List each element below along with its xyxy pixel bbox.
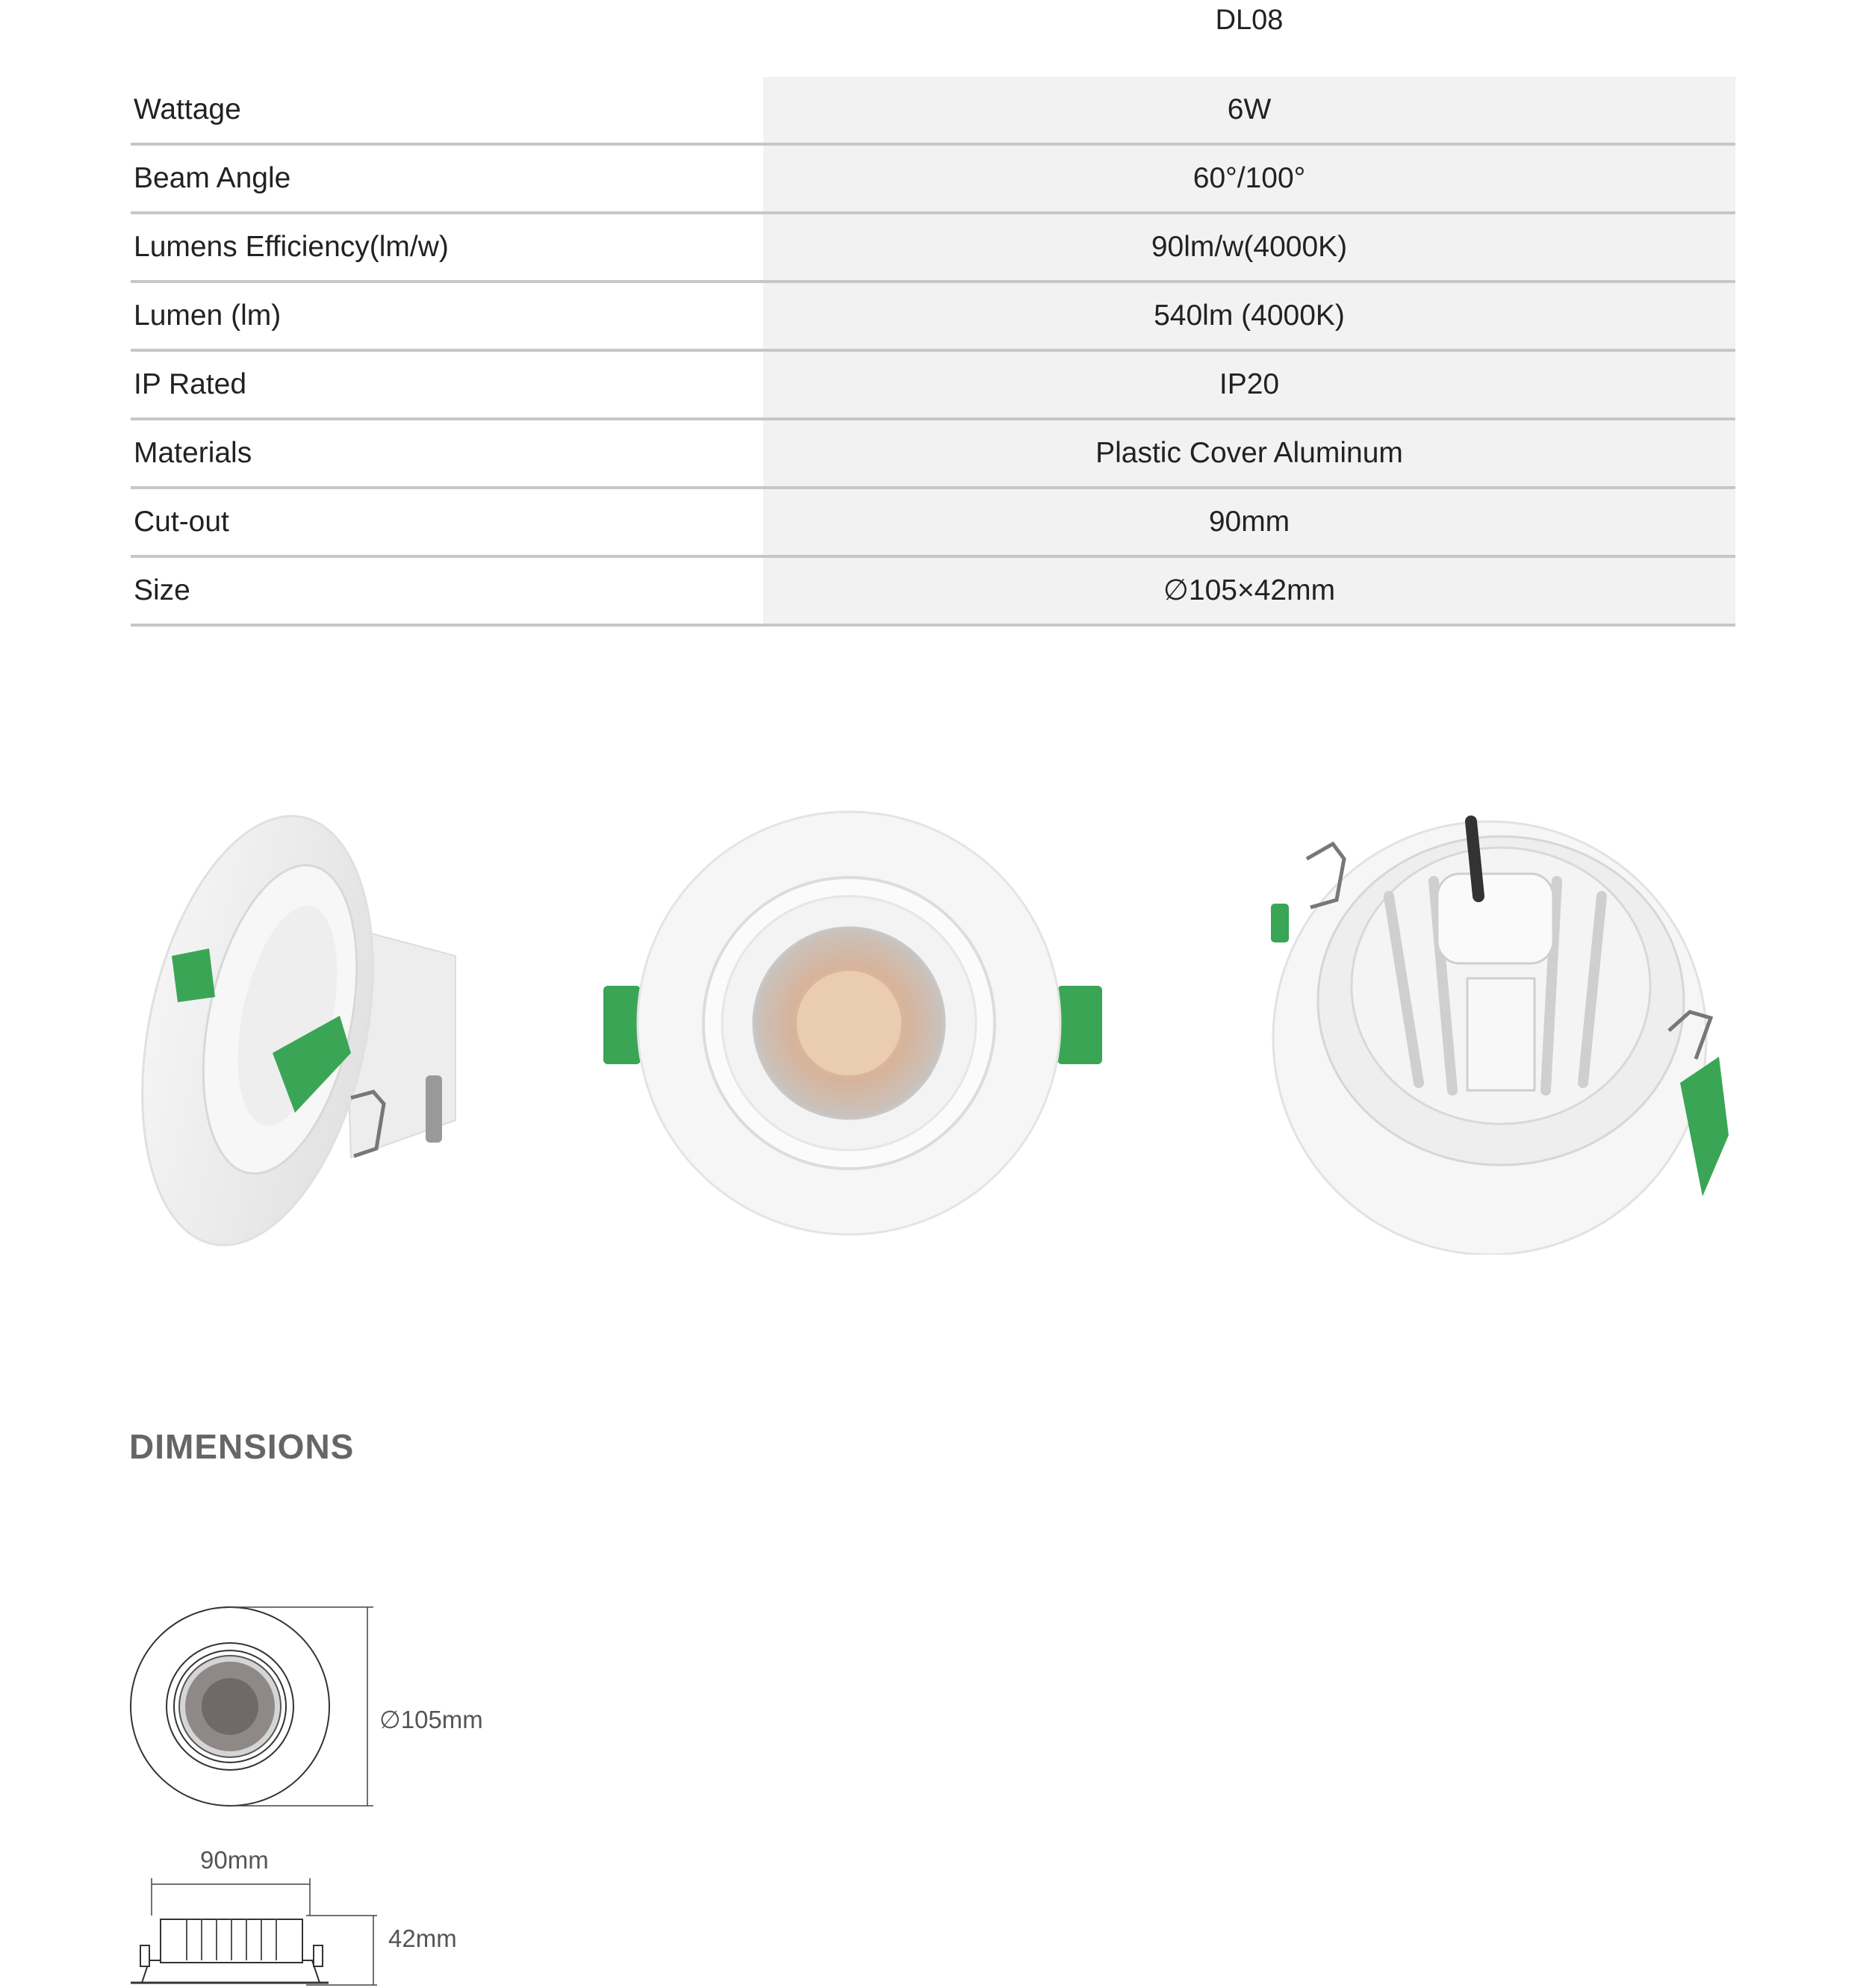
spec-row-lumen — [131, 283, 1735, 352]
product-photo-back-view — [1262, 807, 1740, 1255]
product-photo-side-view — [127, 807, 470, 1255]
spec-row-ip-rated — [131, 352, 1735, 420]
dimension-label-diameter: ∅105mm — [379, 1706, 483, 1733]
dimension-drawing-top-view — [127, 1606, 381, 1822]
dimensions-heading: DIMENSIONS — [129, 1427, 355, 1466]
spec-row-beam-angle — [131, 146, 1735, 214]
spec-value: ∅105×42mm — [763, 558, 1735, 624]
spec-value: 90mm — [763, 489, 1735, 555]
spec-table — [131, 77, 1735, 627]
spec-label: Lumen (lm) — [134, 299, 282, 332]
spec-label: Cut-out — [134, 506, 229, 538]
spec-value: 60°/100° — [763, 146, 1735, 211]
spec-value: 6W — [763, 77, 1735, 143]
spec-row-materials — [131, 420, 1735, 489]
spec-row-cut-out — [131, 489, 1735, 558]
product-photo-front-view — [597, 807, 1120, 1247]
spec-row-size — [131, 558, 1735, 627]
dimension-drawing-side-view — [127, 1878, 381, 1988]
spec-label: IP Rated — [134, 368, 247, 400]
dimension-label-height: 42mm — [388, 1925, 457, 1952]
spec-label: Lumens Efficiency(lm/w) — [134, 231, 449, 263]
spec-row-wattage — [131, 77, 1735, 146]
spec-row-lumens-efficiency — [131, 214, 1735, 283]
spec-label: Materials — [134, 437, 252, 469]
spec-value: IP20 — [763, 352, 1735, 417]
spec-value: 90lm/w(4000K) — [763, 214, 1735, 280]
spec-label: Beam Angle — [134, 162, 291, 194]
dimension-label-cutout: 90mm — [200, 1846, 269, 1874]
spec-value: 540lm (4000K) — [763, 283, 1735, 349]
spec-label: Wattage — [134, 93, 241, 125]
spec-label: Size — [134, 574, 190, 606]
model-heading: DL08 — [1215, 4, 1284, 36]
spec-value: Plastic Cover Aluminum — [763, 420, 1735, 486]
